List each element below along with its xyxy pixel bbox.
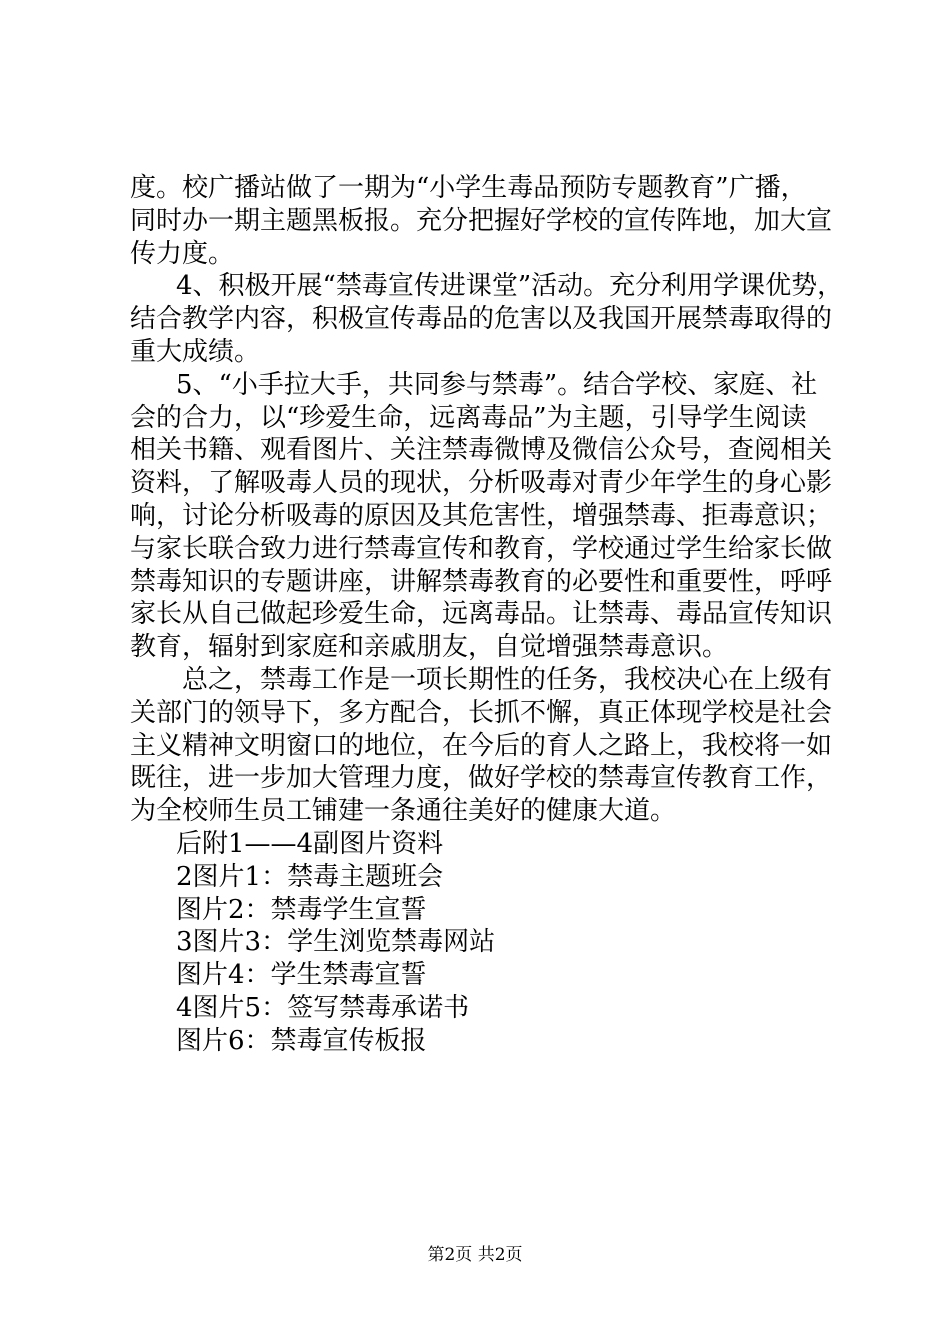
text-line: 教育，辐射到家庭和亲戚朋友，自觉增强禁毒意识。 [130, 632, 729, 663]
text-line: 响，讨论分析吸毒的原因及其危害性，增强禁毒、拒毒意识； [130, 500, 833, 531]
text-line: 4、积极开展“禁毒宣传进课堂”活动。充分利用学课优势， [176, 271, 844, 302]
attachment-line: 3图片3：学生浏览禁毒网站 [176, 927, 496, 958]
text-line: 资料，了解吸毒人员的现状，分析吸毒对青少年学生的身心影 [130, 468, 833, 499]
text-line: 传力度。 [130, 238, 235, 269]
text-line: 会的合力，以“珍爱生命，远离毒品”为主题，引导学生阅读 [130, 402, 807, 433]
text-line: 5、“小手拉大手，共同参与禁毒”。结合学校、家庭、社 [176, 369, 818, 400]
text-line: 家长从自己做起珍爱生命，远离毒品。让禁毒、毒品宣传知识 [130, 599, 833, 630]
document-body [130, 172, 844, 1058]
attachment-line: 2图片1：禁毒主题班会 [176, 861, 444, 892]
attachment-line: 图片2：禁毒学生宣誓 [176, 894, 427, 925]
text-line: 主义精神文明窗口的地位，在今后的育人之路上，我校将一如 [130, 730, 833, 761]
text-line: 禁毒知识的专题讲座，讲解禁毒教育的必要性和重要性，呼呼 [130, 566, 833, 597]
text-line: 为全校师生员工铺建一条通往美好的健康大道。 [130, 796, 677, 827]
attachment-line: 图片6：禁毒宣传板报 [176, 1025, 427, 1056]
attachment-line: 4图片5：签写禁毒承诺书 [176, 992, 470, 1023]
text-line: 同时办一期主题黑板报。充分把握好学校的宣传阵地，加大宣 [130, 205, 833, 236]
text-line: 结合教学内容，积极宣传毒品的危害以及我国开展禁毒取得的 [130, 304, 833, 335]
text-line: 重大成绩。 [130, 336, 261, 367]
text-line: 与家长联合致力进行禁毒宣传和教育，学校通过学生给家长做 [130, 533, 833, 564]
page-footer: 第2页 共2页 [427, 1245, 523, 1265]
text-line: 关部门的领导下，多方配合，长抓不懈，真正体现学校是社会 [130, 697, 833, 728]
text-line: 度。校广播站做了一期为“小学生毒品预防专题教育”广播， [130, 173, 807, 203]
attachment-line: 后附1——4副图片资料 [176, 828, 444, 859]
text-line: 既往，进一步加大管理力度，做好学校的禁毒宣传教育工作， [130, 763, 833, 794]
text-line: 总之，禁毒工作是一项长期性的任务，我校决心在上级有 [182, 664, 833, 695]
attachment-line: 图片4：学生禁毒宣誓 [176, 960, 427, 991]
text-line: 相关书籍、观看图片、关注禁毒微博及微信公众号，查阅相关 [130, 435, 833, 466]
